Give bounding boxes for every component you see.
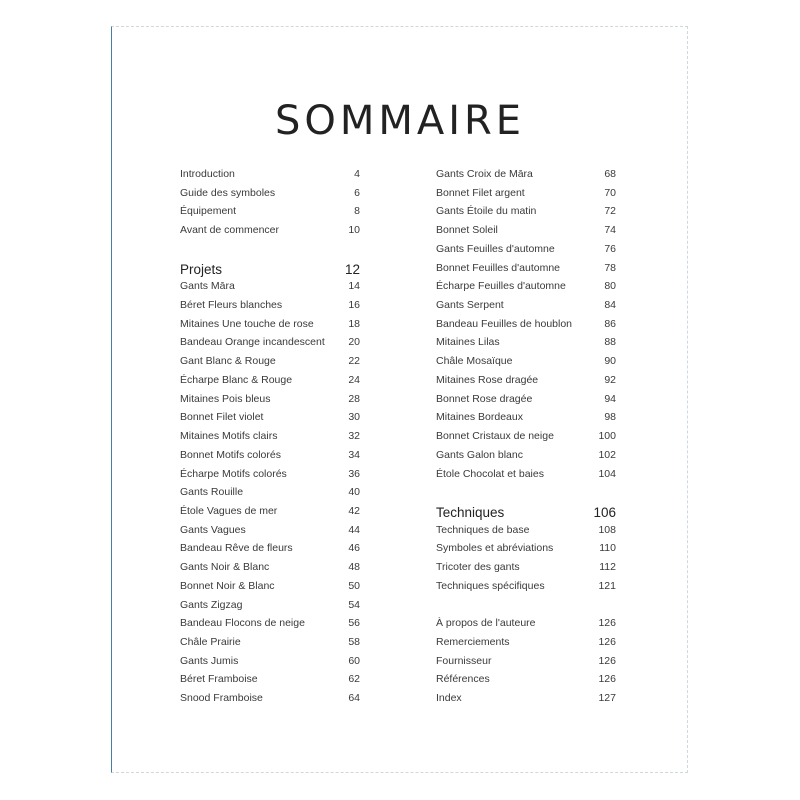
toc-entry-page: 12: [344, 261, 360, 277]
toc-entry-page: 30: [348, 411, 360, 424]
toc-entry-page: 92: [604, 373, 616, 386]
toc-entry: [436, 393, 616, 412]
toc-entry-page: 104: [598, 467, 616, 480]
toc-entry-page: 68: [604, 168, 616, 180]
toc-entry-label: Bandeau Rêve de fleurs: [180, 542, 293, 555]
toc-entry: [436, 262, 616, 281]
toc-entry-label: Index: [436, 692, 462, 705]
toc-entry-label: Châle Prairie: [180, 635, 241, 648]
toc-entry-label: Bonnet Motifs colorés: [180, 448, 281, 461]
toc-entry-page: 70: [604, 186, 616, 199]
toc-entry: [180, 355, 360, 374]
toc-entry-label: Gants Māra: [180, 280, 235, 293]
toc-entry-label: Mitaines Bordeaux: [436, 411, 523, 424]
toc-entry-label: Gants Étoile du matin: [436, 205, 537, 218]
toc-entry-label: Bandeau Orange incandescent: [180, 336, 325, 349]
toc-entry: [180, 655, 360, 674]
toc-entry: [180, 580, 360, 599]
toc-entry-page: 8: [354, 205, 360, 218]
toc-entry-label: Bonnet Filet argent: [436, 186, 525, 199]
toc-entry: [436, 561, 616, 580]
toc-right-column: [436, 168, 616, 711]
toc-entry: [180, 617, 360, 636]
toc-entry: [436, 355, 616, 374]
toc-entry-label: Techniques: [436, 504, 505, 520]
toc-entry-label: Bonnet Feuilles d'automne: [436, 261, 561, 274]
toc-entry: [436, 655, 616, 674]
toc-entry-page: 94: [604, 392, 616, 405]
toc-entry: [436, 187, 616, 206]
toc-entry: [436, 692, 616, 711]
toc-entry-label: Gants Feuilles d'automne: [436, 242, 555, 255]
toc-entry-label: Châle Mosaïque: [436, 355, 513, 368]
toc-entry: [436, 468, 616, 487]
toc-entry: [436, 168, 616, 187]
toc-entry-label: Remerciements: [436, 635, 510, 648]
toc-entry-page: 18: [348, 317, 360, 330]
toc-entry-page: 88: [604, 336, 616, 349]
toc-entry-page: 76: [604, 242, 616, 255]
toc-entry-label: Équipement: [180, 205, 237, 218]
toc-entry-page: 24: [348, 373, 360, 386]
toc-entry: [436, 542, 616, 561]
toc-entry-page: 34: [348, 448, 360, 461]
toc-entry-page: 126: [598, 617, 616, 630]
toc-entry: [180, 299, 360, 318]
toc-entry-label: Gants Zigzag: [180, 598, 243, 611]
toc-entry: [436, 411, 616, 430]
toc-entry: [436, 374, 616, 393]
toc-entry: [436, 336, 616, 355]
toc-entry-label: Bonnet Soleil: [436, 224, 498, 237]
toc-entry: [180, 224, 360, 243]
page-title: SOMMAIRE: [274, 98, 526, 144]
toc-entry-page: 121: [598, 579, 616, 592]
toc-entry-page: 64: [348, 692, 360, 705]
toc-entry-label: Mitaines Rose dragée: [436, 373, 539, 386]
toc-entry: [180, 673, 360, 692]
toc-entry-label: Gants Croix de Māra: [436, 168, 533, 180]
toc-entry-page: 127: [598, 692, 616, 705]
toc-entry: [180, 393, 360, 412]
toc-entry: [180, 542, 360, 561]
toc-entry: [436, 449, 616, 468]
toc-entry-page: 40: [348, 486, 360, 499]
toc-spacer: [436, 599, 616, 618]
toc-entry: [436, 318, 616, 337]
toc-entry-label: Symboles et abréviations: [436, 542, 554, 555]
toc-entry: [436, 430, 616, 449]
toc-entry: [436, 299, 616, 318]
toc-entry: [180, 168, 360, 187]
toc-entry-page: 6: [354, 186, 360, 199]
toc-entry-label: Fournisseur: [436, 654, 492, 667]
toc-entry: [436, 617, 616, 636]
toc-spacer: [180, 243, 360, 262]
toc-entry: [180, 561, 360, 580]
toc-entry-page: 102: [598, 448, 616, 461]
toc-entry: [180, 636, 360, 655]
toc-entry-page: 14: [348, 280, 360, 293]
toc-entry: [180, 411, 360, 430]
toc-entry-page: 80: [604, 280, 616, 293]
toc-entry-page: 112: [599, 561, 616, 574]
toc-entry: [180, 430, 360, 449]
toc-section-heading: [180, 262, 360, 281]
toc-entry-label: Écharpe Blanc & Rouge: [180, 373, 293, 386]
toc-entry-label: Écharpe Motifs colorés: [180, 467, 287, 480]
toc-entry-label: Mitaines Lilas: [436, 336, 500, 349]
toc-entry-label: À propos de l'auteure: [436, 617, 536, 630]
toc-entry-page: 126: [598, 654, 616, 667]
toc-entry-label: Avant de commencer: [180, 224, 280, 237]
toc-entry: [180, 524, 360, 543]
toc-entry: [180, 336, 360, 355]
toc-entry-page: 108: [598, 523, 616, 536]
toc-entry-label: Bonnet Rose dragée: [436, 392, 533, 405]
toc-entry-label: Gants Jumis: [180, 654, 239, 667]
toc-entry: [436, 636, 616, 655]
toc-entry-page: 48: [348, 561, 360, 574]
toc-entry-label: Bonnet Cristaux de neige: [436, 430, 554, 443]
toc-entry-page: 20: [348, 336, 360, 349]
toc-entry-label: Snood Framboise: [180, 692, 263, 705]
toc-entry: [180, 374, 360, 393]
toc-entry-page: 78: [604, 261, 616, 274]
toc-entry-label: Gants Rouille: [180, 486, 244, 499]
toc-entry: [436, 280, 616, 299]
toc-entry: [180, 449, 360, 468]
toc-entry-label: Gants Vagues: [180, 523, 246, 536]
toc-entry-page: 28: [348, 392, 360, 405]
toc-entry-page: 84: [604, 299, 616, 312]
toc-entry-label: Gants Noir & Blanc: [180, 561, 270, 574]
toc-entry-label: Bandeau Feuilles de houblon: [436, 317, 573, 330]
toc-entry: [436, 243, 616, 262]
toc-entry-page: 4: [354, 168, 360, 180]
toc-entry-label: Étole Chocolat et baies: [436, 467, 544, 480]
toc-entry-label: Mitaines Pois bleus: [180, 392, 271, 405]
toc-entry: [180, 280, 360, 299]
toc-entry-page: 62: [348, 673, 360, 686]
toc-entry-page: 60: [348, 654, 360, 667]
toc-entry-label: Béret Framboise: [180, 673, 258, 686]
toc-entry-label: Bonnet Noir & Blanc: [180, 579, 275, 592]
toc-entry-label: Gant Blanc & Rouge: [180, 355, 276, 368]
toc-entry-label: Gants Galon blanc: [436, 448, 523, 461]
toc-entry-page: 58: [348, 635, 360, 648]
toc-entry-page: 16: [348, 299, 360, 312]
toc-entry-label: Tricoter des gants: [436, 561, 520, 574]
toc-entry: [436, 224, 616, 243]
toc-entry: [436, 580, 616, 599]
toc-entry-page: 50: [348, 579, 360, 592]
toc-entry: [436, 673, 616, 692]
toc-entry-page: 54: [348, 598, 360, 611]
toc-entry: [436, 205, 616, 224]
toc-entry: [180, 187, 360, 206]
toc-entry-label: Mitaines Motifs clairs: [180, 430, 278, 443]
toc-entry: [180, 205, 360, 224]
toc-entry-label: Techniques spécifiques: [436, 579, 545, 592]
toc-entry-page: 86: [604, 317, 616, 330]
toc-entry-page: 42: [348, 504, 360, 517]
toc-entry-label: Guide des symboles: [180, 186, 276, 199]
toc-entry-label: Gants Serpent: [436, 299, 504, 312]
toc-entry-page: 98: [604, 411, 616, 424]
toc-section-heading: [436, 505, 616, 524]
toc-entry-page: 10: [348, 224, 360, 237]
toc-entry-page: 32: [348, 430, 360, 443]
toc-entry-label: Introduction: [180, 168, 235, 180]
toc-entry-label: Bandeau Flocons de neige: [180, 617, 305, 630]
toc-entry: [180, 468, 360, 487]
toc-entry: [436, 524, 616, 543]
toc-entry-page: 74: [604, 224, 616, 237]
toc-entry: [180, 692, 360, 711]
toc-entry-page: 110: [599, 542, 616, 555]
toc-entry-page: 90: [604, 355, 616, 368]
toc-entry-page: 22: [348, 355, 360, 368]
toc-entry-label: Béret Fleurs blanches: [180, 299, 283, 312]
toc-entry-page: 106: [593, 504, 616, 520]
toc-entry-label: Mitaines Une touche de rose: [180, 317, 314, 330]
toc-entry-label: Étole Vagues de mer: [180, 504, 278, 517]
toc-entry-label: Projets: [180, 261, 223, 277]
toc-spacer: [436, 486, 616, 505]
toc-entry: [180, 486, 360, 505]
toc-entry-label: Références: [436, 673, 490, 686]
toc-entry-page: 72: [604, 205, 616, 218]
toc-entry: [180, 318, 360, 337]
toc-entry-label: Techniques de base: [436, 523, 530, 536]
toc-entry: [180, 505, 360, 524]
toc-entry-page: 56: [348, 617, 360, 630]
toc-entry-page: 46: [348, 542, 360, 555]
toc-entry-page: 126: [598, 635, 616, 648]
toc-entry-label: Écharpe Feuilles d'automne: [436, 280, 566, 293]
toc-entry-page: 44: [348, 523, 360, 536]
toc-entry-page: 100: [598, 430, 616, 443]
toc-entry: [180, 599, 360, 618]
toc-entry-label: Bonnet Filet violet: [180, 411, 264, 424]
toc-entry-page: 36: [348, 467, 360, 480]
toc-entry-page: 126: [598, 673, 616, 686]
toc-left-column: [180, 168, 360, 711]
